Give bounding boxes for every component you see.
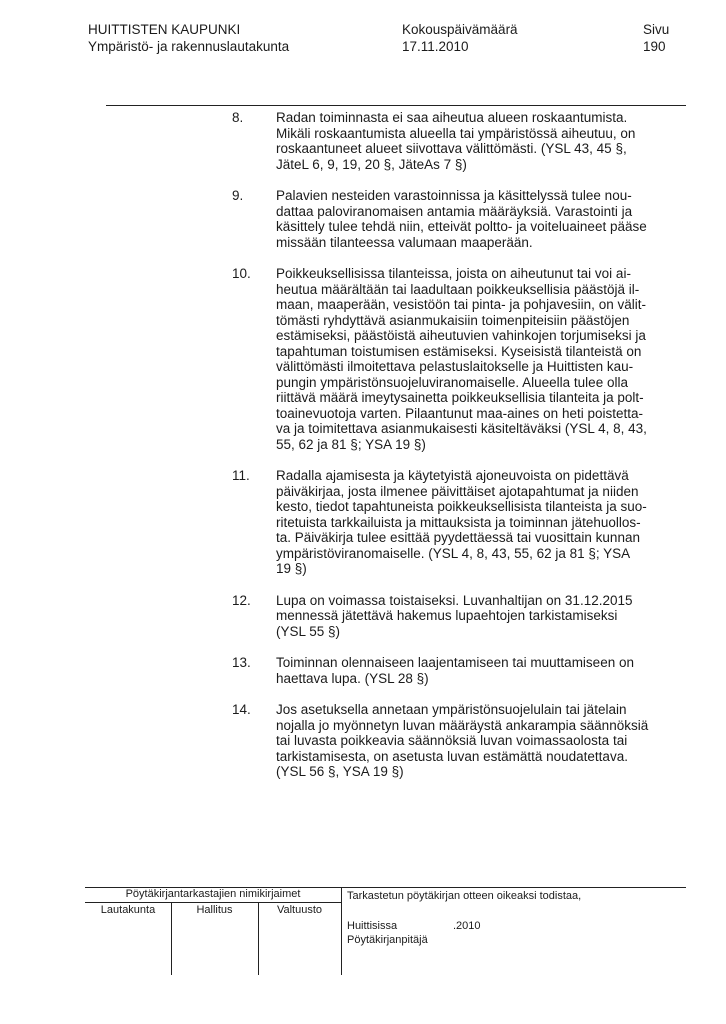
- date-label: Kokouspäivämäärä: [402, 22, 518, 37]
- item-number: 9.: [232, 188, 244, 203]
- column-hallitus: Hallitus: [196, 904, 233, 916]
- item-number: 13.: [232, 655, 251, 670]
- page-label: Sivu: [643, 22, 670, 37]
- page-number: 190: [643, 39, 666, 54]
- item-text: Lupa on voimassa toistaiseksi. Luvanhaltijan on 31.12.2015 mennessä jätettävä hakemus lupaehtojen tarkistamiseksi (YSL 55 §): [276, 592, 633, 639]
- certification-rule: [341, 887, 686, 888]
- list-item: [232, 266, 682, 452]
- item-text: Radan toiminnasta ei saa aiheutua alueen roskaantumista. Mikäli roskaantumista alueella tai ympäristössä aiheutuu, on roskaantuneet alueet siivottava välittömästi. (YSL 43, 45 §, JäteL 6, 9, 19, 20 §, JäteAs 7 §): [276, 110, 636, 172]
- item-number: 14.: [232, 702, 251, 717]
- list-item: [232, 702, 682, 780]
- checkers-title: Pöytäkirjantarkastajien nimikirjaimet: [125, 888, 301, 900]
- header-page: [643, 21, 669, 55]
- column-divider: [171, 902, 172, 975]
- list-item: [232, 593, 682, 640]
- item-number: 10.: [232, 266, 251, 281]
- item-number: 8.: [232, 110, 244, 125]
- table-right-border: [341, 887, 342, 975]
- item-text: Radalla ajamisesta ja käytetyistä ajoneuvoista on pidettävä päiväkirjaa, josta ilmenee päivittäiset ajotapahtumat ja niiden kesto, tiedot tapahtuneista poikkeuksellisista tilanteista ja suo- ritetuista tarkkailuista ja mittauksista ja toiminnan jätehuollos- ta. Päiväkirja tulee esittää pyydettäessä tai vuosittain kunnan ympäristöviranomaiselle. (YSL 4, 8, 43, 55, 62 ja 81 §; YSA 19 §): [276, 468, 647, 576]
- item-text: Poikkeuksellisissa tilanteissa, joista on aiheutunut tai voi ai- heutua määrältään tai laadultaan poikkeuksellisia päästöjä il- maan, maaperään, vesistöön tai pinta- ja pohjavesiin, on välit- tömästi ryhdyttävä asianmukaisiin toimenpiteisiin päästöjen estämiseksi, päästöistä aiheutuvien vahinkojen torjumiseksi ja tapahtuman toistumisen estämiseksi. Kyseisistä tilanteistä on välittömästi ilmoitettava pelastuslaitokselle ja Huittisten kau- pungin ympäristönsuojeluviranomaiselle. Alueella tulee olla riittävä määrä imeytysainetta poikkeuksellisia tilanteita ja polt- toainevuotoja varten. Pilaantunut maa-aines on heti poistetta- va ja toimitettava asianmukaisesti käsiteltäväksi (YSL 4, 8, 43, 55, 62 ja 81 §; YSA 19 §): [276, 266, 647, 452]
- org-name: HUITTISTEN KAUPUNKI: [88, 22, 241, 37]
- list-item: [232, 655, 682, 686]
- header-date: [402, 21, 518, 55]
- item-text: Toiminnan olennaiseen laajentamiseen tai muuttamiseen on haettava lupa. (YSL 28 §): [276, 655, 634, 686]
- list-item: [232, 468, 682, 577]
- board-name: Ympäristö- ja rakennuslautakunta: [88, 39, 290, 54]
- signature-place: Huittisissa: [347, 920, 398, 932]
- conditions-list: [232, 110, 682, 796]
- list-item: [232, 110, 682, 172]
- date-value: 17.11.2010: [402, 39, 469, 54]
- item-text: Jos asetuksella annetaan ympäristönsuojelulain tai jätelain nojalla jo myönnetyn luvan määräystä ankarampia säännöksiä tai luvasta poikkeavia säännöksiä luvan voimassaolosta tai tarkistamisesta, on asetusta luvan estämättä noudatettava. (YSL 56 §, YSA 19 §): [276, 702, 649, 779]
- item-text: Palavien nesteiden varastoinnissa ja käsittelyssä tulee nou- dattaa paloviranomaisen antamia määräyksiä. Varastointi ja käsittely tulee tehdä niin, etteivät poltto- ja voiteluaineet pääse missään tilanteessa valumaan maaperään.: [276, 188, 647, 250]
- item-number: 11.: [232, 468, 250, 483]
- signature-year: .2010: [453, 920, 481, 932]
- column-divider: [258, 902, 259, 975]
- header-organization: [88, 21, 289, 55]
- signature-role: Pöytäkirjanpitäjä: [347, 934, 428, 946]
- checkers-table: [85, 887, 341, 975]
- column-valtuusto: Valtuusto: [276, 904, 323, 916]
- list-item: [232, 188, 682, 250]
- column-lautakunta: Lautakunta: [100, 904, 156, 916]
- certification-text: Tarkastetun pöytäkirjan otteen oikeaksi todistaa,: [347, 890, 582, 902]
- header-divider: [106, 105, 686, 106]
- item-number: 12.: [232, 592, 251, 608]
